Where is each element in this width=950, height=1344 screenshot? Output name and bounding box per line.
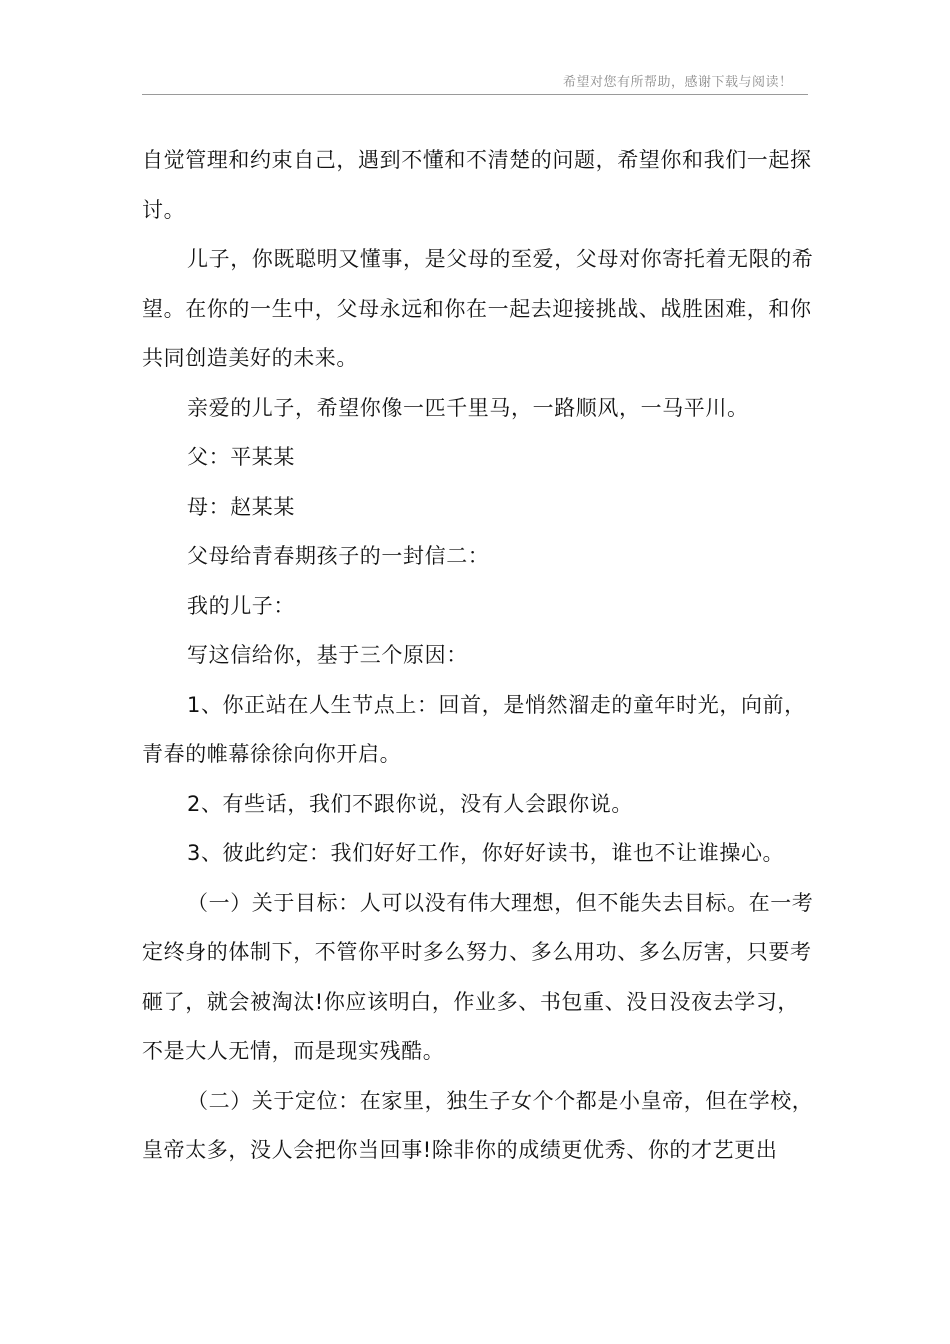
reason-item-3: 3、彼此约定：我们好好工作，你好好读书，谁也不让谁操心。 [187,841,785,865]
paragraph-2: 儿子，你既聪明又懂事，是父母的至爱，父母对你寄托着无限的希望。在你的一生中，父母永远和你在一起去迎接挑战、战胜困难，和你共同创造美好的未来。 [142,247,814,370]
header-divider [142,94,808,95]
letter-salutation: 我的儿子： [187,593,295,618]
signature-mother: 母：赵某某 [187,494,295,519]
signature-father: 父：平某某 [187,445,295,469]
section-goal: （一）关于目标：人可以没有伟大理想，但不能失去目标。在一考定终身的体制下，不管你平时多么努力、多么用功、多么厉害，只要考砸了，就会被淘汰!你应该明白，作业多、书包重、没日没夜去学习，不是大人无情，而是现实残酷。 [142,890,814,1063]
section-positioning: （二）关于定位：在家里，独生子女个个都是小皇帝，但在学校，皇帝太多，没人会把你当回事!除非你的成绩更优秀、你的才艺更出 [142,1088,814,1162]
paragraph-3: 亲爱的儿子，希望你像一匹千里马，一路顺风，一马平川。 [187,395,749,420]
paragraph-reasons-intro: 写这信给你，基于三个原因： [187,643,468,667]
paragraph-1: 自觉管理和约束自己，遇到不懂和不清楚的问题，希望你和我们一起探讨。 [142,148,812,222]
header-note: 希望对您有所帮助，感谢下载与阅读！ [563,75,793,90]
reason-item-1: 1、你正站在人生节点上：回首，是悄然溜走的童年时光，向前，青春的帷幕徐徐向你开启。 [142,692,806,766]
document-body [142,136,814,1176]
reason-item-2: 2、有些话，我们不跟你说，没有人会跟你说。 [187,791,633,816]
letter-two-title: 父母给青春期孩子的一封信二： [187,544,490,568]
